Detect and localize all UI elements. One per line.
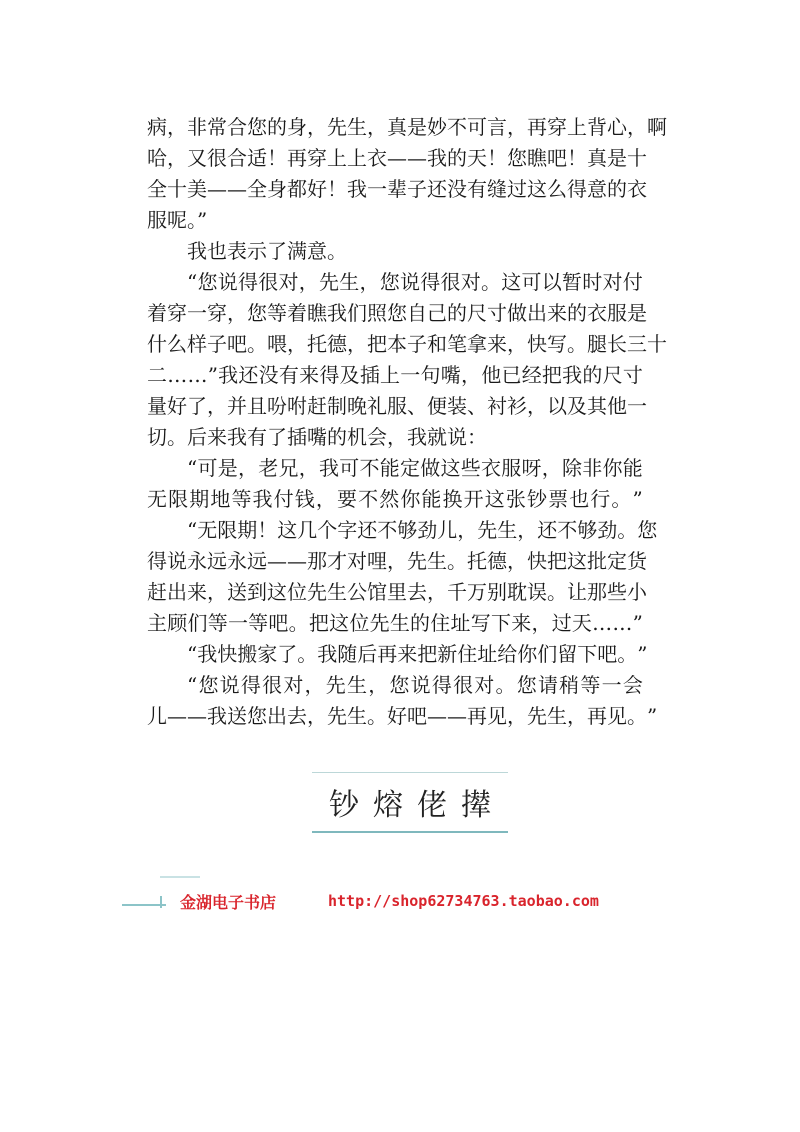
text-line: 全 十 美 — — 全 身 都 好 ！ 我 一 辈 子 还 没 有 缝 过 这 么 得 意 的 衣 [147,177,647,201]
text-line: 切。后来我有了插嘴的机会，我就说： [147,425,487,449]
section-heading-text: 钞熔佬撵 [329,788,505,823]
text-line: 得 说 永 远 永 远 — — 那 才 对 哩 ， 先 生 。 托 德 ， 快 把 这 批 定 货 [147,549,647,573]
text-line: “ 您 说 得 很 对 ， 先 生 ， 您 说 得 很 对 。 您 请 稍 等 一 会 [187,673,643,697]
text-line: 二 … … ” 我 还 没 有 来 得 及 插 上 一 句 嘴 ， 他 已 经 把 我 的 尺 寸 [147,363,643,387]
decorative-rule [160,876,200,878]
text-line: “ 可 是 ， 老 兄 ， 我 可 不 能 定 做 这 些 衣 服 呀 ， 除 非 你 能 [187,456,643,480]
body-text [147,112,667,732]
text-line: 着 穿 一 穿 ， 您 等 着 瞧 我 们 照 您 自 己 的 尺 寸 做 出 来 的 衣 服 是 [147,301,647,325]
text-line: 服呢。” [147,208,208,232]
text-line: 无 限 期 地 等 我 付 钱 ， 要 不 然 你 能 换 开 这 张 钞 票 也 行 。 ” [147,487,643,511]
text-line: 什 么 样 子 吧 。 喂 ， 托 德 ， 把 本 子 和 笔 拿 来 ， 快 写 。 腿 长 三 十 [147,332,667,356]
text-line: “ 我 快 搬 家 了 。 我 随 后 再 来 把 新 住 址 给 你 们 留 下 吧 。 ” [187,642,648,666]
text-line: “ 无 限 期 ！ 这 几 个 字 还 不 够 劲 儿 ， 先 生 ， 还 不 够 劲 。 您 [187,518,658,542]
text-line: 赶 出 来 ， 送 到 这 位 先 生 公 馆 里 去 ， 千 万 别 耽 误 。 让 那 些 小 [147,580,647,604]
text-line: 哈 ， 又 很 合 适 ！ 再 穿 上 上 衣 — — 我 的 天 ！ 您 瞧 吧 ！ 真 是 十 [147,146,647,170]
decorative-mark [160,896,162,908]
footer-store-name: 金湖电子书店 [180,893,277,912]
text-line: 儿 — — 我 送 您 出 去 ， 先 生 。 好 吧 — — 再 见 ， 先 生 ， 再 见 。 ” [147,704,658,728]
text-line: 量 好 了 ， 并 且 吩 咐 赶 制 晚 礼 服 、 便 装 、 衬 衫 ， 以 及 其 他 一 [147,394,647,418]
footer-url[interactable]: http://shop62734763.taobao.com [328,892,599,910]
text-line: “ 您 说 得 很 对 ， 先 生 ， 您 说 得 很 对 。 这 可 以 暂 时 对 付 [187,270,643,294]
text-line: 病 ， 非 常 合 您 的 身 ， 先 生 ， 真 是 妙 不 可 言 ， 再 穿 上 背 心 ， 啊 [147,115,667,139]
section-heading [312,772,508,833]
text-line: 主 顾 们 等 一 等 吧 。 把 这 位 先 生 的 住 址 写 下 来 ， 过 天 … … ” [147,611,643,635]
text-line: 我也表示了满意。 [187,239,347,263]
